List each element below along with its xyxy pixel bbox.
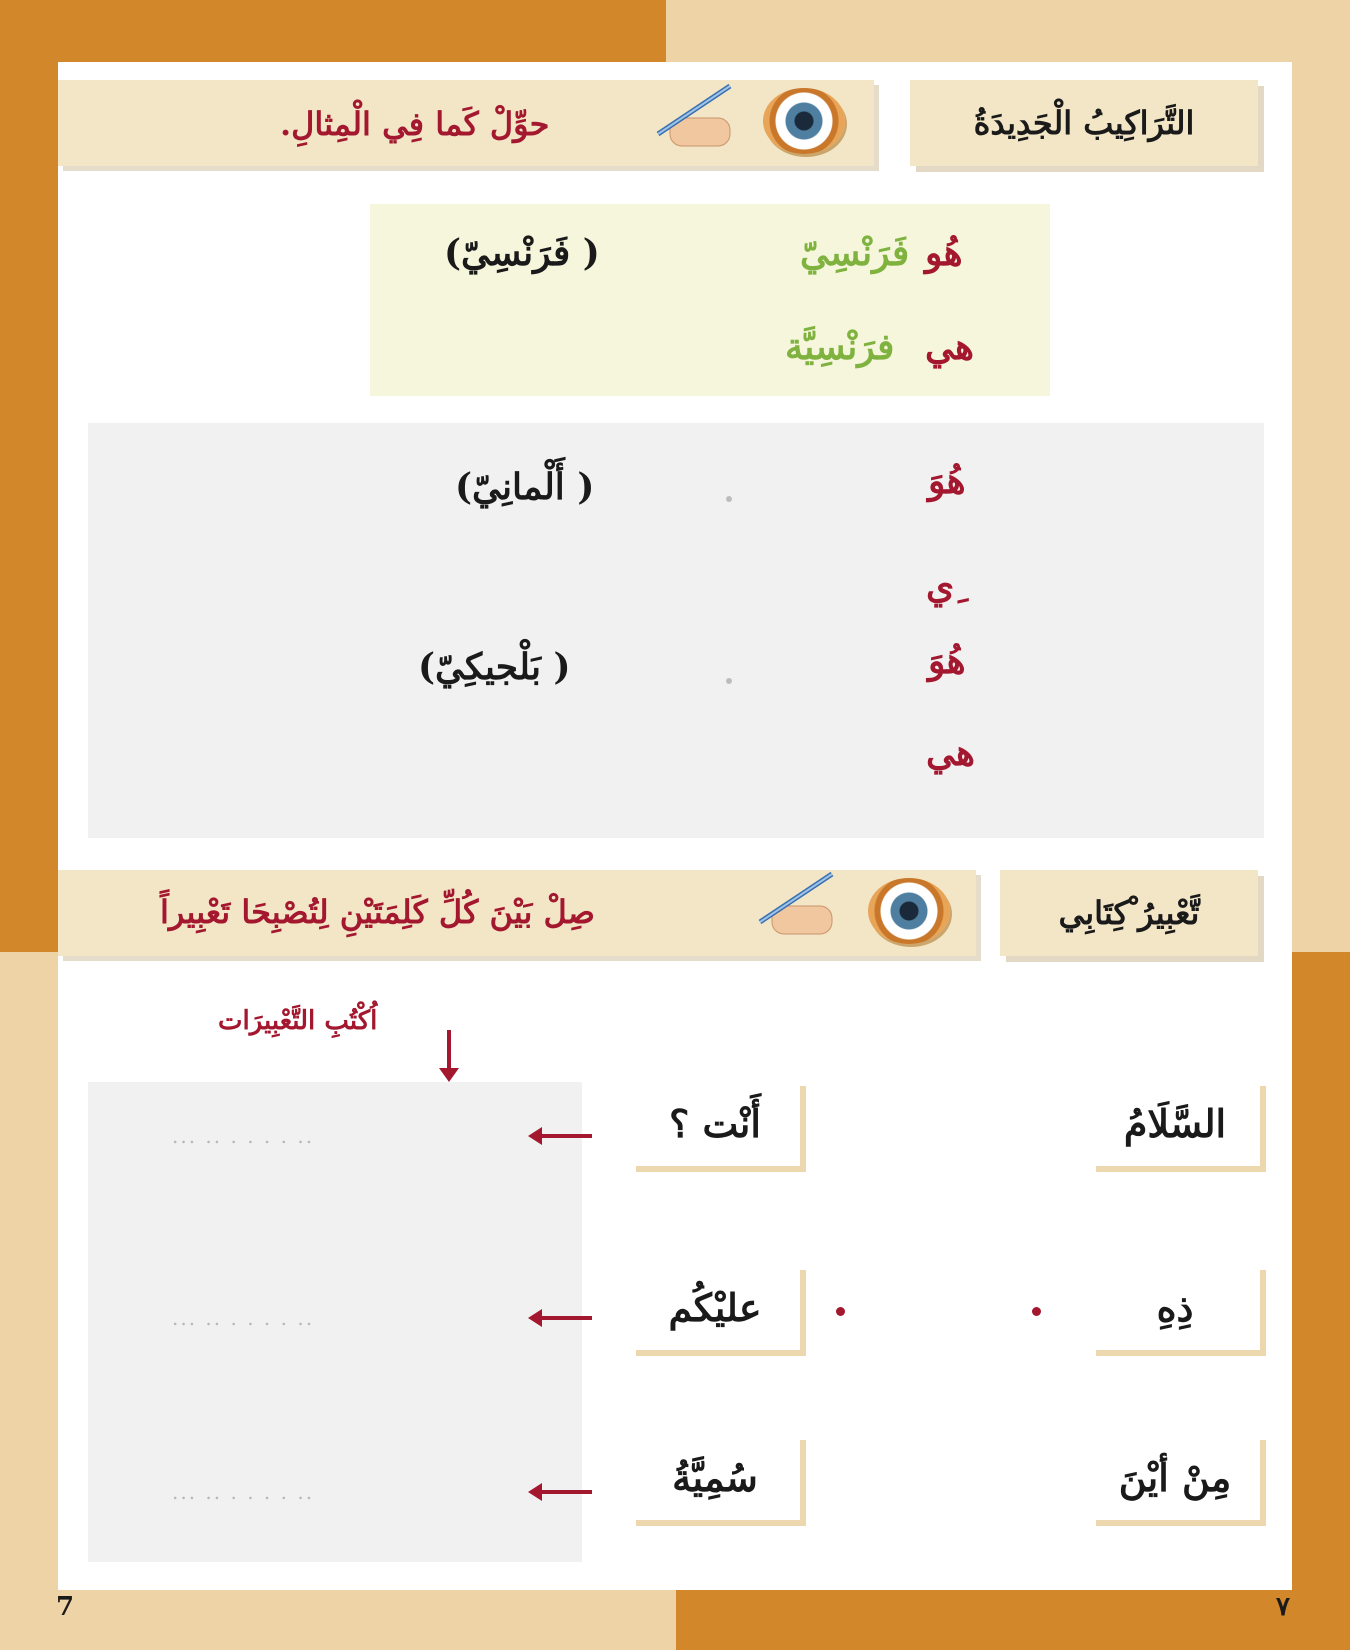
down-arrow-icon [447, 1030, 451, 1070]
writing-line-1[interactable]: ... .. . . . . .. [172, 1124, 315, 1148]
writing-area[interactable] [88, 1082, 582, 1562]
word-card-left-3[interactable]: سُمِيَّةُ [630, 1434, 800, 1520]
word-card-right-3[interactable]: مِنْ أيْنَ [1090, 1434, 1260, 1520]
section-title-new-structures: التَّرَاكِيبُ الْجَدِيدَةُ [910, 80, 1258, 166]
page-number-left: 7 [56, 1592, 75, 1622]
instruction-convert-as-example: حوِّلْ كَما فِي الْمِثالِ. [280, 105, 550, 143]
word-card-left-1[interactable]: أَنْت ؟ [630, 1080, 800, 1166]
left-arrow-icon [540, 1316, 592, 1320]
connect-dot-right[interactable] [1032, 1307, 1041, 1316]
left-arrow-icon [540, 1134, 592, 1138]
left-arrow-icon [540, 1490, 592, 1494]
example-hint: ( فَرَنْسِيّ) [444, 232, 600, 274]
exercise-hint-1: ( أَلْمانِيّ) [455, 466, 595, 508]
eye-icon [763, 88, 845, 154]
section-title-written-expression: تَّعْبِيرُ ْكِتَابِي [1000, 870, 1258, 956]
exercise-hint-3: ( بَلْجيكِيّ) [418, 646, 571, 688]
connect-dot-left[interactable] [836, 1307, 845, 1316]
instruction-connect-words: صِلْ بَيْنَ كُلِّ كَلِمَتَيْنِ لِتُصْبِحَا تَعْبِيراً [160, 893, 595, 931]
exercise-pronoun-4: هي [926, 732, 975, 774]
page-number-right: ٧ [1276, 1592, 1290, 1622]
pen-writing-icon [650, 82, 746, 152]
example-pronoun-she: هي [925, 326, 974, 368]
word-card-right-2[interactable]: ذِهِ [1090, 1264, 1260, 1350]
exercise-pronoun-3: هُوَ [928, 640, 966, 682]
pen-writing-icon [752, 870, 848, 940]
word-card-left-2[interactable]: عليْكُم [630, 1264, 800, 1350]
writing-line-2[interactable]: ... .. . . . . .. [172, 1306, 315, 1330]
example-pronoun-he: هُو [925, 232, 963, 274]
answer-dot [726, 496, 732, 502]
exercise-pronoun-2: ِي [926, 565, 955, 607]
writing-line-3[interactable]: ... .. . . . . .. [172, 1480, 315, 1504]
write-expressions-label: اُكْتُبِ التَّعْبِيرَات [218, 1006, 378, 1036]
example-word-masculine: فَرَنْسِيّ [800, 232, 910, 274]
answer-dot [726, 678, 732, 684]
exercise-box [88, 423, 1264, 838]
eye-icon [868, 878, 950, 944]
example-word-feminine: فرَنْسِيَّة [785, 326, 895, 368]
exercise-pronoun-1: هُوَ [928, 460, 966, 502]
word-card-right-1[interactable]: السَّلَامُ [1090, 1080, 1260, 1166]
